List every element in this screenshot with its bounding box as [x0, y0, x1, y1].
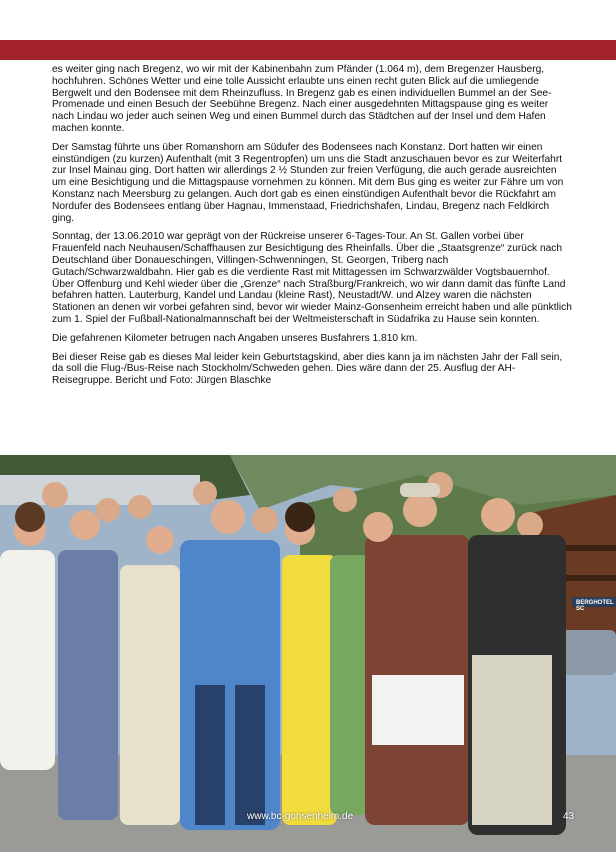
article-paragraph: Der Samstag führte uns über Romanshorn am Südufer des Bodensees nach Konstanz. Dort hatten wir einen einstündigen (zu kurzen) Aufenthalt (mit 3 Regentropfen) um uns die Stadt anzuschauen bevor es zur Weiterfahrt zur Insel Mainau ging. Dort hatten wir allerdings 2 ½ Stunden zur freien Verfügung, die auch gerade ausreichten um eine Besichtigung und die Mittagspause vornehmen zu können. Mit dem Bus ging es weiter zur Fähre um von Konstanz nach Meersburg zu gelangen. Auch dort gab es einen einstündigen Aufenthalt bevor die Rückfahrt am Nordufer des Bodensees entlang über Hagnau, Immenstaad, Friedrichshafen, Lindau, Bregenz nach Feldkirch ging. — [52, 141, 564, 224]
article-paragraph: Bei dieser Reise gab es dieses Mal leider kein Geburtstagskind, aber dies kann ja im nächsten Jahr der Fall sein, da soll die Flug-/Bus-Reise nach Stockholm/Schweden gehen. Dies wäre dann der 25. Ausflug der AH-Reisegruppe. Bericht und Foto: Jürgen Blaschke — [52, 351, 563, 387]
hotel-sign-text: BERGHOTEL SC — [576, 600, 614, 612]
article-paragraph: Die gefahrenen Kilometer betrugen nach Angaben unseres Busfahrers 1.810 km. — [52, 332, 418, 344]
page-number: 43 — [563, 811, 575, 822]
article-body — [52, 64, 572, 394]
article-paragraph: Sonntag, der 13.06.2010 war geprägt von der Rückreise unserer 6-Tages-Tour. An St. Gallen vorbei über Frauenfeld nach Neuhausen/Schaffhausen zur Besichtigung des Rheinfalls. Über die „Staatsgrenze“ zurück nach Deutschland über Donaueschingen, Villingen-Schwenningen, St. Georgen, Triberg nach Gutach/Schwarzwaldbahn. Hier gab es die verdiente Rast mit Mittagessen im Schwarzwälder Vogtsbauernhof. Über Offenburg und Kehl wieder über die „Grenze“ nach Straßburg/Frankreich, wo wir dann damit das fünfte Land befahren hatten. Lauterburg, Kandel und Landau (kleine Rast), Neustadt/W. und Alzey waren die nächsten Stationen an denen wir vorbei gefahren sind, bevor wir wieder Mainz-Gonsenheim erreicht haben und alle pünktlich zum 1. Spiel der Fußball-Nationalmannschaft bei der Weltmeisterschaft in Südafrika zu Hause sein konnten. — [52, 231, 572, 325]
article-paragraph: es weiter ging nach Bregenz, wo wir mit der Kabinenbahn zum Pfänder (1.064 m), dem Bregenzer Hausberg, hochfuhren. Schönes Wetter und eine tolle Aussicht erlaubte uns einen recht guten Blick auf die umliegende Bergwelt und den Bodensee mit dem Rheinzufluss. In Bregenz gab es einen individuellen Bummel an der See-Promenade und einen Besuch der Seebühne Bregenz. Nach einer ausgedehnten Mittagspause ging es weiter nach Lindau wo jeder auch seinen Weg und einen Bummel durch das Städtchen auf der Insel und dem Hafen machen konnte. — [52, 64, 552, 134]
footer-url: www.bc-gonsenheim.de — [247, 811, 354, 822]
header-accent-bar — [0, 40, 616, 60]
group-photo-illustration — [0, 455, 616, 852]
group-photo — [0, 455, 616, 852]
